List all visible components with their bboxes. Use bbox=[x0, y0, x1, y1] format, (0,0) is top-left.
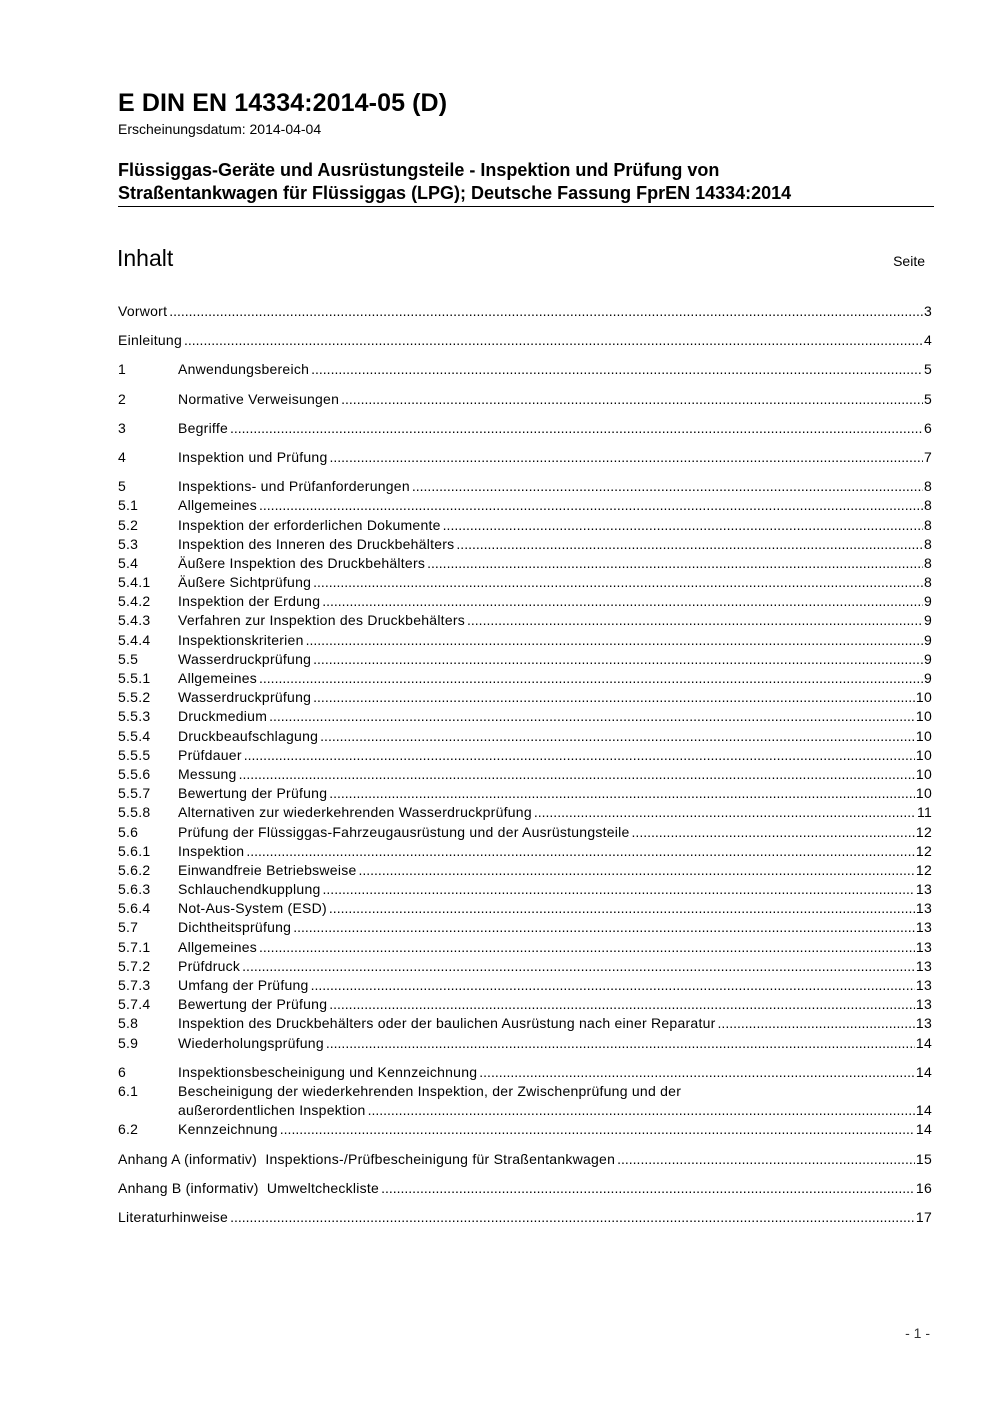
toc-entry[interactable] bbox=[118, 803, 932, 822]
toc-entry-title: Literaturhinweise bbox=[118, 1208, 229, 1225]
toc-entry-page: 8 bbox=[923, 478, 932, 495]
toc-entry[interactable] bbox=[118, 650, 932, 669]
toc-entry-page: 16 bbox=[915, 1179, 932, 1196]
toc-entry[interactable] bbox=[118, 477, 932, 496]
toc-entry-page: 12 bbox=[915, 842, 932, 859]
toc-entry-page: 5 bbox=[923, 390, 932, 407]
toc-leader-dots bbox=[358, 861, 914, 880]
toc-leader-dots bbox=[330, 448, 923, 467]
toc-entry-number: 6 bbox=[118, 1063, 127, 1080]
toc-entry-number: 5.5.8 bbox=[118, 804, 151, 821]
toc-entry[interactable] bbox=[118, 360, 932, 379]
toc-entry[interactable] bbox=[118, 918, 932, 937]
toc-leader-dots bbox=[311, 976, 915, 995]
page-number: - 1 - bbox=[905, 1325, 930, 1341]
toc-leader-dots bbox=[269, 707, 915, 726]
toc-entry-page: 14 bbox=[915, 1102, 932, 1119]
toc-entry-title: Alternativen zur wiederkehrenden Wasserdruckprüfung bbox=[178, 804, 532, 821]
toc-entry[interactable] bbox=[118, 573, 932, 592]
toc-entry-page: 13 bbox=[915, 919, 932, 936]
toc-entry-title: Bewertung der Prüfung bbox=[178, 785, 328, 802]
toc-entry-number: 5.4.1 bbox=[118, 574, 151, 591]
toc-entry-page: 9 bbox=[923, 612, 932, 629]
toc-entry[interactable] bbox=[118, 516, 932, 535]
toc-entry-page: 4 bbox=[923, 332, 932, 349]
toc-entry-number: 4 bbox=[118, 448, 127, 465]
toc-entry[interactable] bbox=[118, 554, 932, 573]
toc-entry-number: 5.4.2 bbox=[118, 593, 151, 610]
toc-entry-number: 5.7.2 bbox=[118, 957, 151, 974]
toc-leader-dots bbox=[323, 880, 915, 899]
toc-entry[interactable] bbox=[118, 331, 932, 350]
toc-entry-title: Äußere Inspektion des Druckbehälters bbox=[178, 554, 426, 571]
toc-entry[interactable] bbox=[118, 746, 932, 765]
toc-entry-number: 5.5.7 bbox=[118, 785, 151, 802]
toc-entry[interactable] bbox=[118, 765, 932, 784]
toc-entry-title: Not-Aus-System (ESD) bbox=[178, 900, 327, 917]
toc-entry-title: Inspektions- und Prüfanforderungen bbox=[178, 478, 410, 495]
toc-entry-number: 5.2 bbox=[118, 516, 139, 533]
toc-entry-title: Prüfung der Flüssiggas-Fahrzeugausrüstung und der Ausrüstungsteile bbox=[178, 823, 630, 840]
toc-entry[interactable] bbox=[118, 1082, 932, 1120]
toc-entry-number: 5.5.2 bbox=[118, 689, 151, 706]
toc-entry-page: 10 bbox=[915, 727, 932, 744]
toc-entry-page: 14 bbox=[915, 1063, 932, 1080]
toc-entry-title: Allgemeines bbox=[178, 938, 258, 955]
document-title-line-1: Flüssiggas-Geräte und Ausrüstungsteile - Inspektion und Prüfung von bbox=[118, 160, 720, 180]
toc-entry-title: Äußere Sichtprüfung bbox=[178, 574, 312, 591]
toc-entry-title: Wasserdruckprüfung bbox=[178, 650, 312, 667]
toc-entry-number: 5.5.4 bbox=[118, 727, 151, 744]
toc-entry-page: 3 bbox=[923, 303, 932, 319]
toc-entry[interactable] bbox=[118, 448, 932, 467]
toc-leader-dots bbox=[313, 650, 923, 669]
toc-entry-number: 5.1 bbox=[118, 497, 139, 514]
toc-leader-dots bbox=[306, 631, 923, 650]
toc-entry-title: Allgemeines bbox=[178, 670, 258, 686]
toc-entry-number: 2 bbox=[118, 390, 127, 407]
toc-entry-page: 17 bbox=[915, 1208, 932, 1225]
toc-entry-title: Inspektionskriterien bbox=[178, 631, 304, 648]
toc-entry-number: 5.8 bbox=[118, 1015, 139, 1032]
toc-entry-page: 8 bbox=[923, 516, 932, 533]
toc-entry-number: 5.4.4 bbox=[118, 631, 151, 648]
toc-entry[interactable] bbox=[118, 631, 932, 650]
toc-entry[interactable] bbox=[118, 611, 932, 630]
toc-entry-number: 5.6.1 bbox=[118, 842, 151, 859]
toc-entry-number: 5.6.4 bbox=[118, 900, 151, 917]
toc-entry-title: Inspektion bbox=[178, 842, 245, 859]
toc-entry[interactable] bbox=[118, 419, 932, 438]
publication-date: Erscheinungsdatum: 2014-04-04 bbox=[118, 121, 322, 137]
toc-entry-page: 13 bbox=[915, 957, 932, 974]
toc-entry-number: 6.2 bbox=[118, 1121, 139, 1138]
toc-entry-page: 14 bbox=[915, 1121, 932, 1138]
toc-entry-page: 7 bbox=[923, 448, 932, 465]
toc-entry-page: 13 bbox=[915, 977, 932, 993]
toc-entry-number: 5.7.4 bbox=[118, 996, 151, 1013]
toc-entry-title: Einleitung bbox=[118, 332, 182, 349]
toc-leader-dots bbox=[280, 1120, 915, 1139]
toc-entry-title: Inspektion des Druckbehälters oder der baulichen Ausrüstung nach einer Reparatur bbox=[178, 1015, 716, 1032]
toc-entry[interactable] bbox=[118, 727, 932, 746]
toc-entry[interactable] bbox=[118, 592, 932, 611]
toc-entry-title: Allgemeines bbox=[178, 497, 258, 514]
toc-entry-number: 5.6.2 bbox=[118, 861, 151, 878]
toc-entry[interactable] bbox=[118, 880, 932, 899]
toc-entry-page: 14 bbox=[915, 1034, 932, 1051]
toc-leader-dots bbox=[259, 669, 923, 688]
toc-entry-title: Vorwort bbox=[118, 303, 168, 319]
toc-entry[interactable] bbox=[118, 1063, 932, 1082]
toc-entry[interactable] bbox=[118, 1179, 932, 1198]
toc-entry-title: Begriffe bbox=[178, 419, 228, 436]
toc-entry-page: 8 bbox=[923, 574, 932, 591]
toc-entry-page: 10 bbox=[915, 708, 932, 725]
toc-entry[interactable] bbox=[118, 899, 932, 918]
toc-leader-dots bbox=[184, 331, 923, 350]
toc-entry-number: 5.5.3 bbox=[118, 708, 151, 725]
toc-entry-number: 6.1 bbox=[118, 1082, 139, 1099]
toc-leader-dots bbox=[320, 727, 915, 746]
toc-leader-dots bbox=[230, 419, 923, 438]
toc-entry-page: 6 bbox=[923, 419, 932, 436]
toc-entry-title: Anhang A (informativ) Inspektions-/Prüfbescheinigung für Straßentankwagen bbox=[118, 1150, 616, 1167]
toc-entry-number: 5.7.3 bbox=[118, 977, 151, 993]
toc-entry-page: 11 bbox=[916, 804, 932, 821]
toc-entry[interactable] bbox=[118, 784, 932, 803]
toc-entry-page: 13 bbox=[915, 881, 932, 898]
toc-leader-dots bbox=[443, 516, 923, 535]
toc-entry-title: Prüfdruck bbox=[178, 957, 241, 974]
toc-entry-title: Schlauchendkupplung bbox=[178, 881, 321, 898]
toc-leader-dots bbox=[456, 535, 923, 554]
toc-entry-page: 13 bbox=[915, 938, 932, 955]
toc-entry-number: 5.7 bbox=[118, 919, 139, 936]
toc-entry[interactable] bbox=[118, 976, 932, 995]
toc-leader-dots bbox=[246, 842, 915, 861]
toc-entry-title: Messung bbox=[178, 765, 237, 782]
toc-entry-title-line-2: außerordentlichen Inspektion bbox=[178, 1102, 366, 1119]
toc-leader-dots bbox=[322, 592, 923, 611]
toc-entry-page: 8 bbox=[923, 497, 932, 514]
toc-entry-page: 13 bbox=[915, 996, 932, 1013]
toc-entry-number: 5.6.3 bbox=[118, 881, 151, 898]
toc-leader-dots bbox=[617, 1150, 915, 1169]
toc-entry-page: 10 bbox=[915, 746, 932, 763]
toc-entry-number: 5.9 bbox=[118, 1034, 139, 1051]
toc-leader-dots bbox=[718, 1014, 915, 1033]
toc-entry-number: 5 bbox=[118, 478, 127, 495]
toc-entry[interactable] bbox=[118, 823, 932, 842]
toc-leader-dots bbox=[230, 1208, 915, 1227]
toc-entry[interactable] bbox=[118, 1014, 932, 1033]
toc-entry-title: Inspektion der erforderlichen Dokumente bbox=[178, 516, 441, 533]
toc-entry-page: 10 bbox=[915, 765, 932, 782]
document-id: E DIN EN 14334:2014-05 (D) bbox=[118, 89, 448, 117]
toc-entry-number: 5.5.6 bbox=[118, 765, 151, 782]
toc-entry[interactable] bbox=[118, 1034, 932, 1053]
toc-entry[interactable] bbox=[118, 496, 932, 515]
toc-entry[interactable] bbox=[118, 842, 932, 861]
toc-leader-dots bbox=[368, 1101, 915, 1120]
toc-leader-dots bbox=[259, 938, 915, 957]
toc-entry-title: Verfahren zur Inspektion des Druckbehälters bbox=[178, 612, 466, 629]
toc-leader-dots bbox=[381, 1179, 915, 1198]
toc-entry-title: Normative Verweisungen bbox=[178, 390, 340, 407]
toc-leader-dots bbox=[412, 477, 923, 496]
toc-entry-page: 15 bbox=[915, 1150, 932, 1167]
toc-entry-page: 10 bbox=[915, 689, 932, 706]
toc-entry-title: Wiederholungsprüfung bbox=[178, 1034, 324, 1051]
toc-entry-page: 13 bbox=[915, 900, 932, 917]
toc-entry-title: Anhang B (informativ) Umweltcheckliste bbox=[118, 1179, 380, 1196]
toc-entry-title: Druckbeaufschlagung bbox=[178, 727, 319, 744]
toc-entry-page: 8 bbox=[923, 535, 932, 552]
toc-entry-title: Inspektion und Prüfung bbox=[178, 448, 328, 465]
toc-leader-dots bbox=[313, 573, 923, 592]
toc-entry[interactable] bbox=[118, 669, 932, 688]
toc-entry-number: 5.5 bbox=[118, 650, 139, 667]
toc-leader-dots bbox=[479, 1063, 915, 1082]
toc-entry-title: Wasserdruckprüfung bbox=[178, 689, 312, 706]
toc-entry[interactable] bbox=[118, 861, 932, 880]
toc-leader-dots bbox=[311, 360, 923, 379]
toc-entry[interactable] bbox=[118, 390, 932, 409]
toc-leader-dots bbox=[329, 899, 915, 918]
toc-entry-title: Umfang der Prüfung bbox=[178, 977, 309, 993]
toc-entry-number: 5.7.1 bbox=[118, 938, 151, 955]
toc-leader-dots bbox=[293, 918, 915, 937]
toc-leader-dots bbox=[239, 765, 915, 784]
toc-leader-dots bbox=[242, 957, 915, 976]
toc-entry[interactable] bbox=[118, 995, 932, 1014]
toc-entry-title: Inspektion des Inneren des Druckbehälters bbox=[178, 535, 455, 552]
toc-entry[interactable] bbox=[118, 1150, 932, 1169]
toc-leader-dots bbox=[259, 496, 923, 515]
toc-leader-dots bbox=[244, 746, 915, 765]
toc-entry[interactable] bbox=[118, 535, 932, 554]
toc-entry-page: 8 bbox=[923, 554, 932, 571]
toc-entry-page: 5 bbox=[923, 361, 932, 378]
toc-entry-title: Inspektionsbescheinigung und Kennzeichnung bbox=[178, 1063, 478, 1080]
toc-entry-number: 5.3 bbox=[118, 535, 139, 552]
toc-entry-number: 5.4.3 bbox=[118, 612, 151, 629]
toc-leader-dots bbox=[534, 803, 916, 822]
toc-entry-page: 10 bbox=[915, 785, 932, 802]
toc-entry-page: 9 bbox=[923, 670, 932, 686]
toc-entry[interactable] bbox=[118, 957, 932, 976]
toc-entry-title: Druckmedium bbox=[178, 708, 268, 725]
document-title-line-2: Straßentankwagen für Flüssiggas (LPG); Deutsche Fassung FprEN 14334:2014 bbox=[118, 183, 792, 203]
toc-entry-title-line-1: Bescheinigung der wiederkehrenden Inspektion, der Zwischenprüfung und der bbox=[178, 1082, 682, 1099]
toc-leader-dots bbox=[632, 823, 915, 842]
toc-entry-number: 3 bbox=[118, 419, 127, 436]
toc-entry-number: 5.5.5 bbox=[118, 746, 151, 763]
toc-entry-page: 9 bbox=[923, 593, 932, 610]
toc-entry-number: 1 bbox=[118, 361, 127, 378]
toc-leader-dots bbox=[341, 390, 923, 409]
toc-leader-dots bbox=[329, 995, 915, 1014]
toc-leader-dots bbox=[326, 1034, 915, 1053]
document-title bbox=[118, 159, 933, 205]
toc-entry[interactable] bbox=[118, 688, 932, 707]
toc-entry-title: Anwendungsbereich bbox=[178, 361, 310, 378]
toc-entry-title: Einwandfreie Betriebsweise bbox=[178, 861, 357, 878]
toc-entry[interactable] bbox=[118, 1120, 932, 1139]
toc-entry-page: 12 bbox=[915, 861, 932, 878]
toc-leader-dots bbox=[313, 688, 915, 707]
toc-leader-dots bbox=[169, 302, 923, 321]
toc-entry-page: 9 bbox=[923, 631, 932, 648]
toc-entry-number: 5.4 bbox=[118, 554, 139, 571]
toc-entry-page: 9 bbox=[923, 650, 932, 667]
title-divider bbox=[118, 206, 934, 207]
table-of-contents bbox=[118, 302, 932, 1227]
toc-entry-title: Kennzeichnung bbox=[178, 1121, 278, 1138]
toc-entry-title: Inspektion der Erdung bbox=[178, 593, 321, 610]
toc-entry[interactable] bbox=[118, 1208, 932, 1227]
toc-entry-number: 5.5.1 bbox=[118, 670, 151, 686]
toc-entry[interactable] bbox=[118, 938, 932, 957]
toc-entry-number: 5.6 bbox=[118, 823, 139, 840]
toc-entry-title: Prüfdauer bbox=[178, 746, 242, 763]
toc-entry-page: 13 bbox=[915, 1015, 932, 1032]
toc-entry[interactable] bbox=[118, 707, 932, 726]
toc-entry-title: Dichtheitsprüfung bbox=[178, 919, 292, 936]
toc-leader-dots bbox=[427, 554, 923, 573]
toc-heading: Inhalt bbox=[117, 245, 174, 271]
toc-page-column-heading: Seite bbox=[893, 253, 925, 269]
toc-entry[interactable] bbox=[118, 302, 932, 321]
toc-entry-page: 12 bbox=[915, 823, 932, 840]
toc-entry-title: Bewertung der Prüfung bbox=[178, 996, 328, 1013]
toc-leader-dots bbox=[467, 611, 923, 630]
toc-leader-dots bbox=[329, 784, 915, 803]
